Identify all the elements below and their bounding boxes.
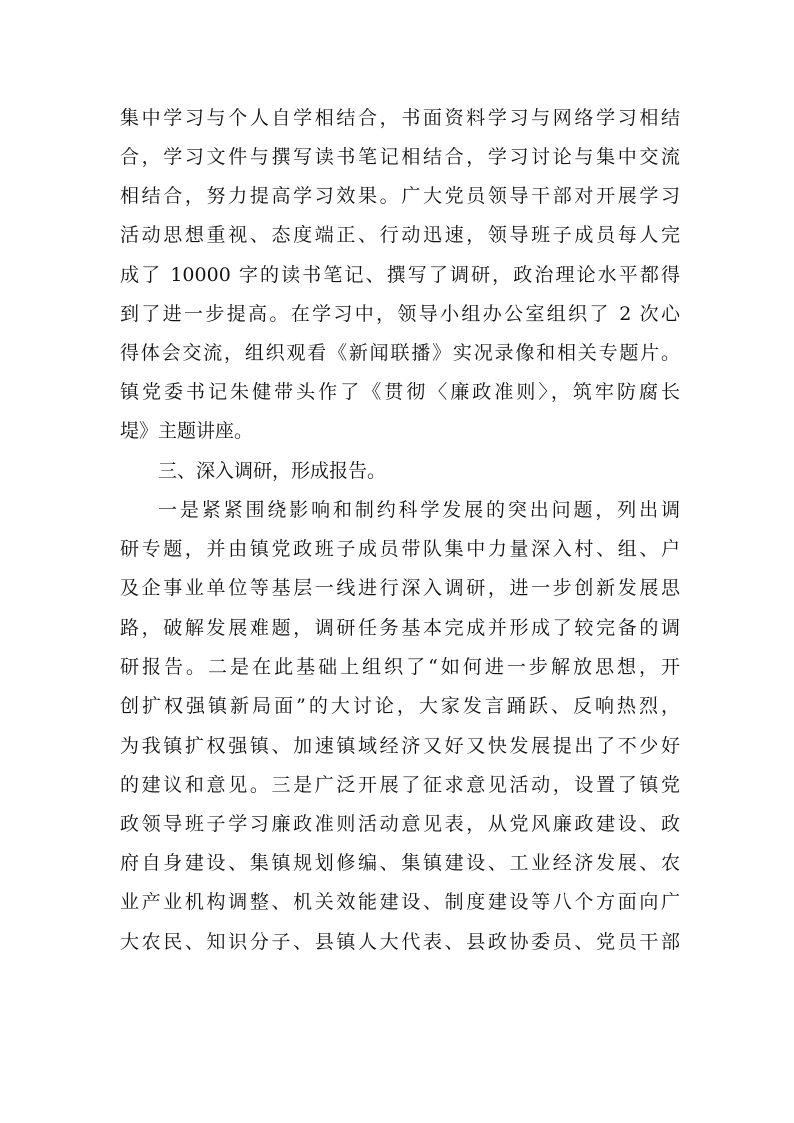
text-line-6: 到了进一步提高。在学习中，领导小组办公室组织了 2 次心	[120, 303, 680, 325]
text-line-21: 业产业机构调整、机关效能建设、制度建设等八个方面向广	[120, 891, 680, 913]
text-line-20: 府自身建设、集镇规划修编、集镇建设、工业经济发展、农	[120, 852, 680, 874]
text-line-8: 镇党委书记朱健带头作了《贯彻〈廉政准则〉，筑牢防腐长	[120, 381, 680, 403]
text-line-9: 堤》主题讲座。	[120, 420, 254, 442]
text-line-5: 成了 10000 字的读书笔记、撰写了调研，政治理论水平都得	[120, 264, 680, 286]
text-line-19: 政领导班子学习廉政准则活动意见表，从党风廉政建设、政	[120, 813, 680, 835]
text-line-1: 集中学习与个人自学相结合，书面资料学习与网络学习相结	[120, 107, 680, 129]
text-line-16: 创扩权强镇新局面”的大讨论，大家发言踊跃、反响热烈，	[120, 695, 680, 717]
text-line-4: 活动思想重视、态度端正、行动迅速，领导班子成员每人完	[120, 224, 680, 246]
text-line-22: 大农民、知识分子、县镇人大代表、县政协委员、党员干部	[120, 931, 680, 953]
text-line-12: 研专题，并由镇党政班子成员带队集中力量深入村、组、户	[120, 538, 680, 560]
text-line-2: 合，学习文件与撰写读书笔记相结合，学习讨论与集中交流	[120, 146, 680, 168]
text-line-17: 为我镇扩权强镇、加速镇域经济又好又快发展提出了不少好	[120, 735, 680, 757]
text-line-7: 得体会交流，组织观看《新闻联播》实况录像和相关专题片。	[120, 342, 680, 364]
text-line-11: 一是紧紧围绕影响和制约科学发展的突出问题，列出调	[158, 499, 680, 521]
section-heading: 三、深入调研，形成报告。	[158, 460, 387, 482]
text-line-13: 及企事业单位等基层一线进行深入调研，进一步创新发展思	[120, 577, 680, 599]
text-line-18: 的建议和意见。三是广泛开展了征求意见活动，设置了镇党	[120, 774, 680, 796]
text-line-15: 研报告。二是在此基础上组织了“如何进一步解放思想，开	[120, 656, 680, 678]
text-line-3: 相结合，努力提高学习效果。广大党员领导干部对开展学习	[120, 185, 680, 207]
text-line-14: 路，破解发展难题，调研任务基本完成并形成了较完备的调	[120, 617, 680, 639]
